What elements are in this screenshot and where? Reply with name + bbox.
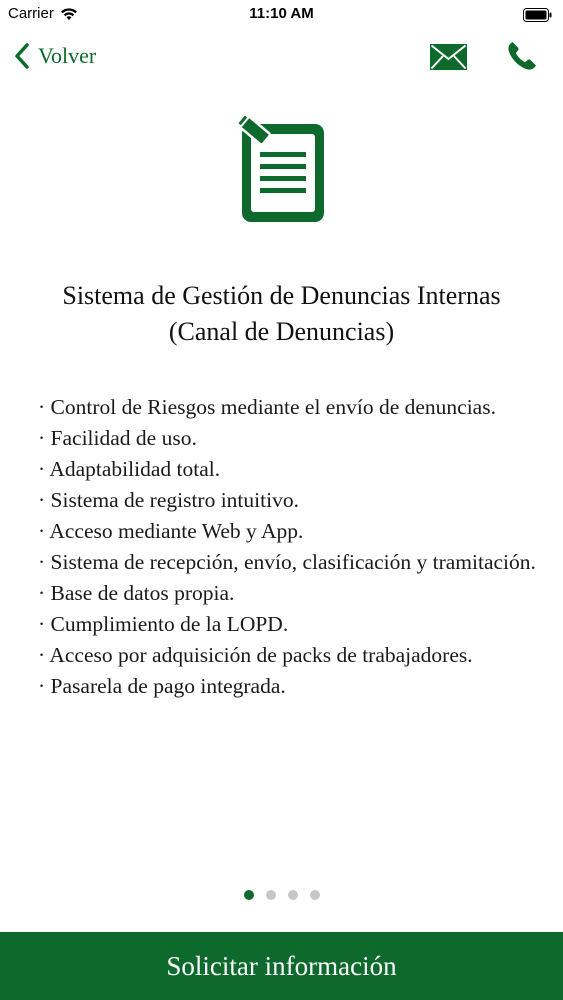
mail-icon[interactable] [430,44,467,70]
list-item: · Control de Riesgos mediante el envío de denuncias. [38,395,496,419]
list-item: · Base de datos propia. [38,581,235,605]
back-button[interactable] [14,42,96,70]
phone-icon[interactable] [506,40,538,72]
feature-list [38,392,538,702]
page-dot[interactable] [288,890,298,900]
page-dot[interactable] [310,890,320,900]
status-time: 11:10 AM [249,5,314,22]
list-item: · Adaptabilidad total. [38,457,221,481]
list-item: · Acceso por adquisición de packs de trabajadores. [38,643,473,667]
chevron-left-icon [14,42,30,70]
list-item: · Sistema de recepción, envío, clasificación y tramitación. [38,550,536,574]
request-info-button[interactable]: Solicitar información [0,932,563,1000]
document-edit-icon [236,114,328,226]
page-dot[interactable] [266,890,276,900]
list-item: · Acceso mediante Web y App. [38,519,304,543]
list-item: · Sistema de registro intuitivo. [38,488,299,512]
status-bar [0,0,563,30]
page-dot[interactable] [244,890,254,900]
list-item: · Pasarela de pago integrada. [38,674,286,698]
carrier-label: Carrier [8,5,54,22]
page-indicator[interactable] [0,890,563,902]
battery-icon [523,8,553,22]
list-item: · Facilidad de uso. [38,426,197,450]
back-label: Volver [38,43,97,68]
nav-bar [0,30,563,86]
list-item: · Cumplimiento de la LOPD. [38,612,289,636]
page-title: Sistema de Gestión de Denuncias Internas (Canal de Denuncias) [62,281,501,346]
